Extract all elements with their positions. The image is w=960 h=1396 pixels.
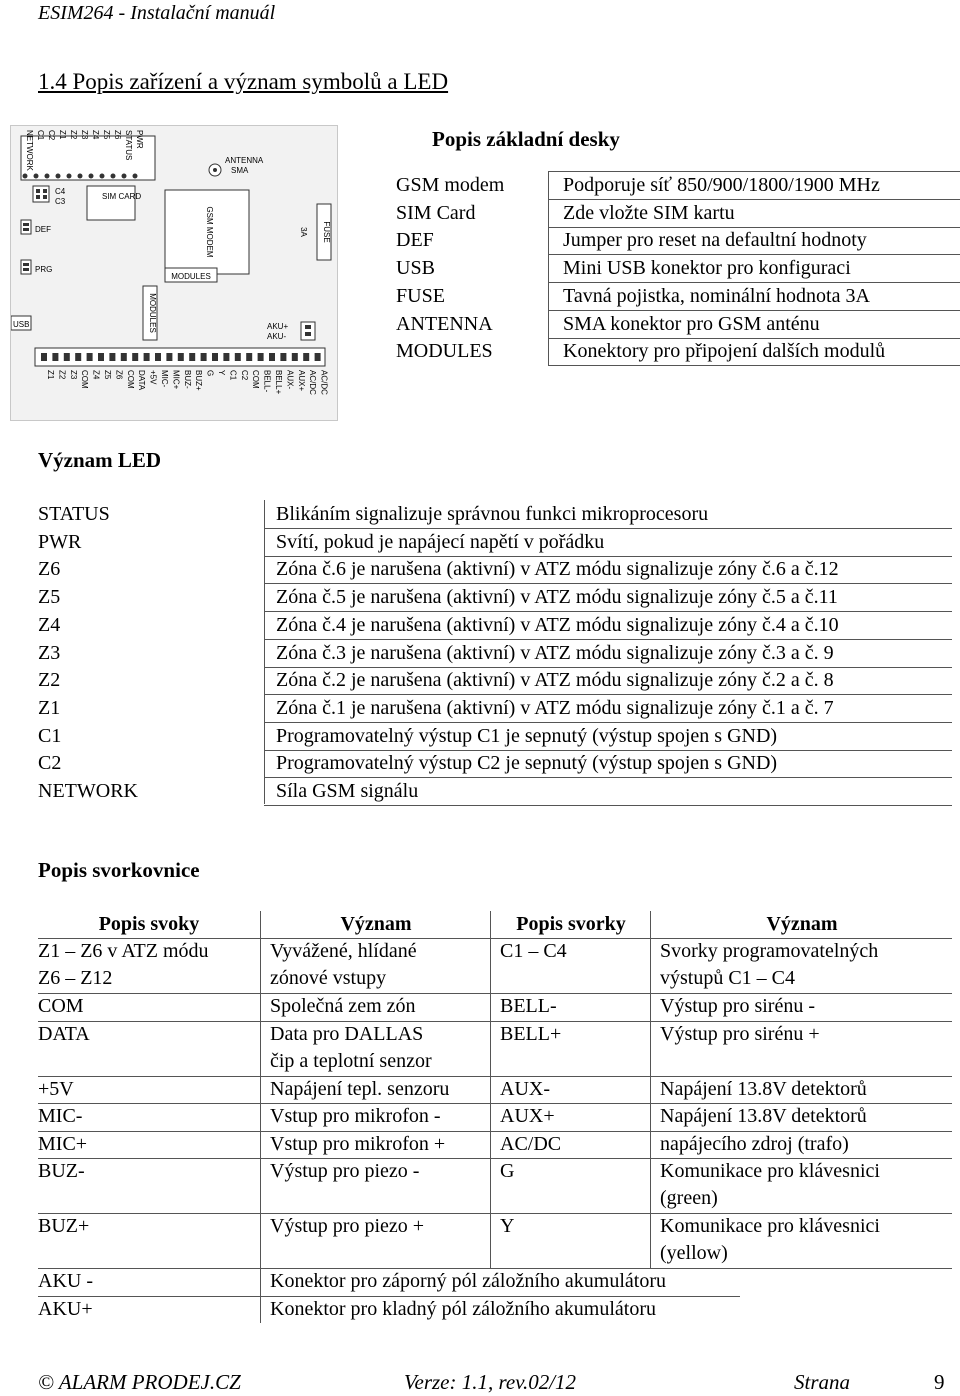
component-description: Mini USB konektor pro konfiguraci xyxy=(563,257,851,280)
component-row-line xyxy=(548,365,960,366)
terminals-title: Popis svorkovnice xyxy=(38,858,200,882)
terminals-cell-c2: Výstup pro piezo + xyxy=(270,1215,425,1237)
board-diagram-svg xyxy=(11,126,337,420)
board-title: Popis základní desky xyxy=(432,127,620,151)
led-name: C1 xyxy=(38,724,62,747)
terminals-cell-c1: +5V xyxy=(38,1077,74,1100)
terminals-col-line xyxy=(650,1103,651,1131)
board-top-label: Z1 xyxy=(58,130,67,140)
terminals-col-line xyxy=(260,1296,261,1324)
terminals-cell-c1: MIC+ xyxy=(38,1132,88,1155)
led-name: Z1 xyxy=(38,696,61,719)
terminal-pin xyxy=(121,353,127,361)
board-top-label: Z2 xyxy=(69,130,78,140)
terminals-col-line xyxy=(260,1131,261,1159)
led-title: Význam LED xyxy=(38,448,162,472)
led-dot xyxy=(122,174,127,179)
board-bottom-label: COM xyxy=(80,370,90,389)
led-name: Z2 xyxy=(38,669,61,692)
terminals-cell-c4: Komunikace pro klávesnici (green) xyxy=(660,1160,880,1209)
component-name: FUSE xyxy=(396,284,445,307)
aku-plus-label: AKU+ xyxy=(267,322,289,331)
terminal-pin xyxy=(52,353,58,361)
board-bottom-label: AUX- xyxy=(285,370,295,390)
terminal-pin xyxy=(178,353,184,361)
board-bottom-label: +5V xyxy=(148,370,158,385)
led-description: Zóna č.4 je narušena (aktivní) v ATZ módu signalizuje zóny č.4 a č.10 xyxy=(276,613,839,636)
board-bottom-label: Z6 xyxy=(114,370,124,380)
terminals-col-line xyxy=(650,1213,651,1268)
footer-page-label: Strana xyxy=(794,1370,851,1394)
board-bottom-label: BUZ+ xyxy=(194,370,204,391)
terminals-col-line xyxy=(650,1076,651,1104)
led-row-line xyxy=(264,805,952,806)
terminals-header: Popis svorky xyxy=(516,913,626,935)
terminal-pin xyxy=(235,353,241,361)
board-bottom-label: Y xyxy=(217,370,226,376)
terminals-cell-c2: Společná zem zón xyxy=(270,995,416,1017)
terminals-col-line xyxy=(650,1021,651,1076)
terminals-col-line xyxy=(260,1076,261,1104)
led-description: Síla GSM signálu xyxy=(276,780,419,802)
section-title: 1.4 Popis zařízení a význam symbolů a LED xyxy=(38,69,449,94)
led-dot xyxy=(34,174,39,179)
terminals-col-line xyxy=(260,1158,261,1213)
usb-label: USB xyxy=(13,320,30,329)
terminal-pin xyxy=(155,353,161,361)
terminals-col-line xyxy=(260,1268,261,1296)
board-bottom-label: C1 xyxy=(228,370,238,381)
terminals-col-line xyxy=(260,911,261,938)
led-description: Programovatelný výstup C1 je sepnutý (výstup spojen s GND) xyxy=(276,724,778,747)
component-name: MODULES xyxy=(396,340,493,363)
terminal-pin xyxy=(189,353,195,361)
led-description: Zóna č.3 je narušena (aktivní) v ATZ módu signalizuje zóny č.3 a č. 9 xyxy=(276,641,834,664)
terminals-cell-c4: Výstup pro sirénu + xyxy=(660,1022,820,1045)
terminals-col-line xyxy=(490,1158,491,1213)
board-bottom-label: C2 xyxy=(239,370,249,381)
led-name: Z3 xyxy=(38,641,61,664)
board-top-label: C2 xyxy=(47,130,56,141)
terminals-col-line xyxy=(650,1158,651,1213)
board-top-label: NETWORK xyxy=(25,130,34,171)
led-name: Z6 xyxy=(38,558,61,581)
footer-version: Verze: 1.1, rev.02/12 xyxy=(404,1370,577,1394)
terminals-cell-c1: COM xyxy=(38,995,84,1017)
sim-card-label: SIM CARD xyxy=(102,192,142,201)
board-bottom-label: Z4 xyxy=(91,370,101,380)
board-bottom-label: BELL+ xyxy=(274,370,283,395)
component-name: GSM modem xyxy=(396,174,505,196)
board-bottom-label: G xyxy=(205,370,215,377)
board-top-label: Z6 xyxy=(113,130,122,140)
terminals-col-line xyxy=(490,993,491,1021)
terminal-pin xyxy=(144,353,150,361)
terminals-cell-c3: Y xyxy=(500,1215,515,1237)
terminal-pin xyxy=(98,353,104,361)
board-bottom-label: Z1 xyxy=(46,370,55,380)
board-bottom-label: Z3 xyxy=(68,370,78,380)
led-dot xyxy=(78,174,83,179)
board-top-label: C1 xyxy=(36,130,45,141)
led-dot xyxy=(67,174,72,179)
component-top-line xyxy=(548,171,960,172)
terminals-col-line xyxy=(650,1131,651,1159)
terminals-cell-c1: BUZ+ xyxy=(38,1215,90,1237)
terminals-col-line xyxy=(490,1076,491,1104)
led-dot xyxy=(45,174,50,179)
modules-v-label: MODULES xyxy=(148,293,157,333)
led-description: Blikáním signalizuje správnou funkci mikroprocesoru xyxy=(276,503,709,525)
board-top-label: PWR xyxy=(135,130,144,149)
fuse-rating-label: 3A xyxy=(299,227,308,237)
led-name: Z4 xyxy=(38,613,61,636)
footer-page-number: 9 xyxy=(934,1370,945,1394)
terminals-col-line xyxy=(260,1103,261,1131)
board-top-label: Z5 xyxy=(102,130,111,140)
board-bottom-label: COM xyxy=(125,370,135,389)
terminals-cell-c3: G xyxy=(500,1160,515,1182)
terminals-cell-c2: Výstup pro piezo - xyxy=(270,1160,420,1182)
antenna-label: ANTENNA xyxy=(225,156,264,165)
terminal-pin xyxy=(64,353,70,361)
component-name: SIM Card xyxy=(396,201,476,224)
terminals-cell-c3: C1 – C4 xyxy=(500,940,567,962)
led-dot xyxy=(133,174,138,179)
terminals-col-line xyxy=(650,993,651,1021)
terminal-pin xyxy=(87,353,93,361)
gsm-modem-label: GSM MODEM xyxy=(205,206,214,258)
led-name: NETWORK xyxy=(38,780,138,802)
sma-label: SMA xyxy=(231,166,249,175)
led-description: Svítí, pokud je napájecí napětí v pořádku xyxy=(276,530,605,553)
terminals-cell-c4: Výstup pro sirénu - xyxy=(660,995,815,1017)
terminals-aku-desc: Konektor pro záporný pól záložního akumulátoru xyxy=(270,1270,666,1292)
terminal-pin xyxy=(166,353,172,361)
c4-label: C4 xyxy=(55,187,66,196)
led-dot xyxy=(56,174,61,179)
document-header: ESIM264 - Instalační manuál xyxy=(38,2,276,24)
board-top-label: Z3 xyxy=(80,130,89,140)
led-name: PWR xyxy=(38,530,82,553)
component-description: Tavná pojistka, nominální hodnota 3A xyxy=(563,284,870,307)
terminals-cell-c4: napájecího zdroj (trafo) xyxy=(660,1132,849,1155)
terminals-col-line xyxy=(490,911,491,938)
terminals-col-line xyxy=(490,1131,491,1159)
terminals-col-line xyxy=(260,993,261,1021)
led-dot xyxy=(89,174,94,179)
terminals-cell-c2: Vyvážené, hlídané zónové vstupy xyxy=(270,940,417,989)
terminals-col-line xyxy=(260,1213,261,1268)
component-name: USB xyxy=(396,257,435,280)
board-bottom-label: DATA xyxy=(137,370,147,391)
terminals-col-line xyxy=(490,1021,491,1076)
terminals-cell-c4: Napájení 13.8V detektorů xyxy=(660,1077,867,1100)
terminal-pin xyxy=(41,353,47,361)
terminals-cell-c4: Napájení 13.8V detektorů xyxy=(660,1105,867,1127)
terminal-pin xyxy=(269,353,275,361)
component-description: Zde vložte SIM kartu xyxy=(563,201,735,224)
terminals-aku-name: AKU+ xyxy=(38,1297,93,1320)
footer-copyright: © ALARM PRODEJ.CZ xyxy=(38,1370,241,1394)
prg-label: PRG xyxy=(35,265,53,274)
led-dot xyxy=(111,174,116,179)
board-bottom-label: BELL- xyxy=(262,370,272,393)
c3-label: C3 xyxy=(55,197,66,206)
component-name: ANTENNA xyxy=(396,312,493,335)
terminals-aku-name: AKU - xyxy=(38,1270,93,1292)
led-description: Zóna č.5 je narušena (aktivní) v ATZ módu signalizuje zóny č.5 a č.11 xyxy=(276,586,838,609)
terminals-header: Popis svoky xyxy=(98,913,200,935)
led-table-divider xyxy=(264,500,265,804)
terminals-col-line xyxy=(650,938,651,993)
board-bottom-label: COM xyxy=(251,370,261,389)
led-description: Zóna č.1 je narušena (aktivní) v ATZ módu signalizuje zóny č.1 a č. 7 xyxy=(276,696,834,719)
terminal-pin xyxy=(280,353,286,361)
led-name: Z5 xyxy=(38,586,61,609)
fuse-label: FUSE xyxy=(322,221,331,243)
board-top-label: STATUS xyxy=(124,130,133,161)
terminal-pin xyxy=(223,353,229,361)
component-description: Jumper pro reset na defaultní hodnoty xyxy=(563,229,867,252)
terminals-cell-c2: Vstup pro mikrofon - xyxy=(270,1105,441,1127)
board-bottom-label: BUZ- xyxy=(182,370,192,389)
component-name: DEF xyxy=(396,229,434,252)
board-bottom-label: Z2 xyxy=(57,370,67,380)
board-bottom-label: MIC- xyxy=(160,370,169,388)
modules-h-label: MODULES xyxy=(171,272,211,281)
terminals-cell-c3: AC/DC xyxy=(500,1132,562,1155)
led-dot xyxy=(23,174,28,179)
terminals-cell-c2: Napájení tepl. senzoru xyxy=(270,1077,450,1100)
led-description: Zóna č.6 je narušena (aktivní) v ATZ módu signalizuje zóny č.6 a č.12 xyxy=(276,558,839,581)
terminals-cell-c3: AUX- xyxy=(500,1077,550,1100)
terminals-cell-c1: DATA xyxy=(38,1022,90,1045)
terminals-cell-c4: Svorky programovatelných výstupů C1 – C4 xyxy=(660,940,879,989)
terminal-pin xyxy=(132,353,138,361)
terminal-pin xyxy=(258,353,264,361)
terminal-pin xyxy=(303,353,309,361)
terminal-pin xyxy=(201,353,207,361)
terminal-pin xyxy=(212,353,218,361)
led-description: Programovatelný výstup C2 je sepnutý (výstup spojen s GND) xyxy=(276,752,778,775)
board-bottom-label: Z5 xyxy=(103,370,112,380)
led-description: Zóna č.2 je narušena (aktivní) v ATZ módu signalizuje zóny č.2 a č. 8 xyxy=(276,669,834,692)
terminals-header: Význam xyxy=(766,913,838,935)
terminals-cell-c3: BELL- xyxy=(500,995,557,1017)
terminals-cell-c2: Data pro DALLAS čip a teplotní senzor xyxy=(270,1022,432,1072)
component-description: Konektory pro připojení dalších modulů xyxy=(563,340,886,363)
board-bottom-label: AC/DC xyxy=(308,370,318,395)
terminal-pin xyxy=(109,353,115,361)
board-top-label: Z4 xyxy=(91,130,100,140)
led-name: STATUS xyxy=(38,503,110,525)
terminal-pin xyxy=(246,353,252,361)
board-bottom-label: AUX+ xyxy=(296,370,306,392)
terminals-col-line xyxy=(260,1021,261,1076)
terminals-header: Význam xyxy=(340,913,412,935)
component-table-divider xyxy=(548,172,549,365)
led-dot xyxy=(100,174,105,179)
terminals-cell-c1: MIC- xyxy=(38,1105,83,1127)
led-name: C2 xyxy=(38,752,62,775)
terminals-cell-c3: BELL+ xyxy=(500,1022,562,1045)
aku-minus-label: AKU- xyxy=(267,332,287,341)
terminals-col-line xyxy=(490,1103,491,1131)
terminal-pin xyxy=(292,353,298,361)
board-diagram xyxy=(10,125,338,421)
terminals-cell-c4: Komunikace pro klávesnici (yellow) xyxy=(660,1215,880,1264)
terminal-pin xyxy=(75,353,81,361)
terminals-cell-c2: Vstup pro mikrofon + xyxy=(270,1132,446,1155)
terminals-col-line xyxy=(490,1213,491,1268)
component-description: Podporuje síť 850/900/1800/1900 MHz xyxy=(563,174,880,196)
terminals-aku-desc: Konektor pro kladný pól záložního akumulátoru xyxy=(270,1297,657,1320)
terminals-col-line xyxy=(490,938,491,993)
terminals-cell-c1: Z1 – Z6 v ATZ módu Z6 – Z12 xyxy=(38,940,209,989)
component-description: SMA konektor pro GSM anténu xyxy=(563,312,820,335)
terminals-col-line xyxy=(650,911,651,938)
board-bottom-label: AC/DC xyxy=(319,370,329,395)
def-label: DEF xyxy=(35,225,51,234)
board-bottom-label: MIC+ xyxy=(171,370,181,390)
terminals-cell-c1: BUZ- xyxy=(38,1160,85,1182)
terminals-cell-c3: AUX+ xyxy=(500,1105,555,1127)
terminals-col-line xyxy=(260,938,261,993)
terminal-pin xyxy=(315,353,321,361)
